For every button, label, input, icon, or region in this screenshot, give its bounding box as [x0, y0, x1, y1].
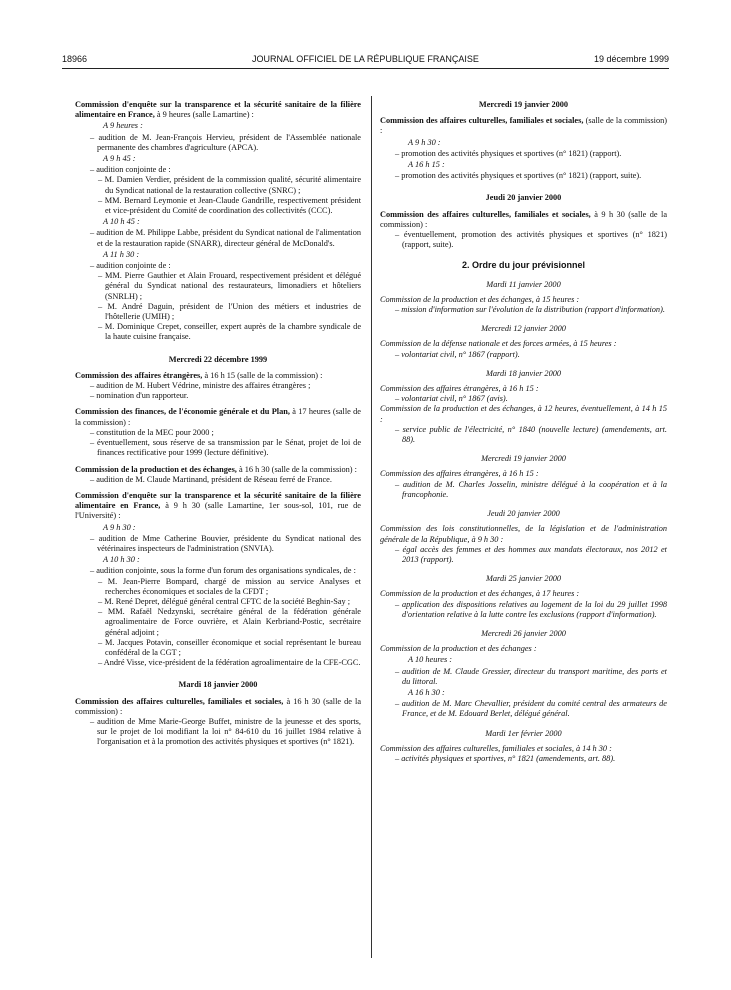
- header-rule: [62, 68, 669, 69]
- time-label: A 9 h 30 :: [103, 522, 136, 532]
- commission-name: Commission des finances, de l'économie générale et du Plan,: [75, 407, 290, 417]
- commission-entry: [75, 371, 361, 402]
- date-heading: Mardi 18 janvier 2000: [178, 680, 258, 690]
- date-heading: Jeudi 20 janvier 2000: [487, 509, 560, 519]
- time-label: A 10 h 45 :: [103, 217, 140, 227]
- agenda-item: – audition de M. Charles Josselin, ministre délégué à la coopération et à la francophonie.: [395, 479, 667, 499]
- commission-name: Commission des affaires culturelles, familiales et sociales,: [75, 696, 284, 706]
- commission-entry: [75, 697, 361, 748]
- date-heading: Mercredi 22 décembre 1999: [168, 354, 268, 364]
- agenda-item: – promotion des activités physiques et sportives (n° 1821) (rapport, suite).: [395, 171, 642, 181]
- agenda-item: – éventuellement, sous réserve de sa transmission par le Sénat, projet de loi de finances rectificative pour 1999 (lecture définitive).: [90, 438, 361, 458]
- date-heading: Mardi 18 janvier 2000: [485, 368, 562, 378]
- time-label: A 10 heures :: [408, 655, 453, 665]
- forecast-entry: [380, 469, 667, 500]
- date-heading: Mardi 11 janvier 2000: [486, 279, 561, 289]
- commission-name: Commission des affaires étrangères,: [75, 370, 203, 380]
- time-label: A 9 h 30 :: [408, 137, 441, 147]
- forecast-entry: [380, 339, 667, 359]
- agenda-item: – volontariat civil, n° 1867 (rapport).: [395, 349, 520, 359]
- time-label: A 10 h 30 :: [103, 555, 140, 565]
- commission-entry: [380, 210, 667, 251]
- agenda-subitem: – M. André Daguin, président de l'Union des métiers et industries de l'hôtellerie (UMIH) ;: [98, 301, 361, 322]
- commission-heading: Commission de la production et des échanges, à 15 heures :: [380, 294, 580, 304]
- agenda-subitem: – M. René Depret, délégué général central CFTC de la société Beghin-Say ;: [98, 596, 351, 606]
- date-heading: Mercredi 19 janvier 2000: [478, 100, 569, 109]
- commission-name: Commission de la production et des échanges,: [75, 464, 237, 474]
- agenda-item: – audition conjointe de :: [90, 261, 171, 271]
- agenda-item: – éventuellement, promotion des activités physiques et sportives (n° 1821) (rapport, suite).: [395, 230, 667, 250]
- agenda-item: – audition de M. Jean-François Hervieu, président de l'Assemblée nationale permanente des chambres d'agriculture (APCA).: [90, 132, 361, 152]
- agenda-item: – audition de M. Philippe Labbe, président du Syndicat national de l'alimentation et de la restauration rapide (SNARR), directeur général de McDonald's.: [90, 228, 361, 248]
- commission-time-place: à 16 h 30 (salle de la commission) :: [75, 696, 362, 716]
- commission-heading: [380, 210, 667, 230]
- commission-heading: Commission de la défense nationale et des forces armées, à 15 heures :: [380, 339, 617, 349]
- commission-heading: Commission de la production et des échanges, à 12 heures, éventuellement, à 14 h 15 :: [380, 404, 667, 424]
- commission-entry: [380, 116, 667, 181]
- date-heading: Mardi 25 janvier 2000: [485, 574, 562, 584]
- agenda-item: – audition de M. Marc Chevallier, président du comité central des armateurs de France, et de M. Edouard Berlet, délégué général.: [395, 699, 667, 719]
- agenda-item: – audition de Mme Catherine Bouvier, présidente du Syndicat national des vétérinaires inspecteurs de l'administration (SNVIA).: [90, 533, 361, 553]
- header-date: 19 décembre 1999: [593, 54, 669, 64]
- page-header: [62, 54, 669, 68]
- commission-heading: Commission de la production et des échanges, à 17 heures :: [380, 589, 580, 599]
- agenda-item: – service public de l'électricité, n° 1840 (nouvelle lecture) (amendements, art. 88).: [395, 424, 667, 445]
- commission-heading: [75, 697, 361, 717]
- left-column: [75, 100, 361, 754]
- agenda-item: – audition de M. Claude Gressier, directeur du transport maritime, des ports et du littoral.: [395, 666, 667, 686]
- commission-entry: [75, 465, 361, 485]
- agenda-item: – audition de Mme Marie-George Buffet, ministre de la jeunesse et des sports, sur le projet de loi modifiant la loi n° 84-610 du 16 juillet 1984 relative à l'organisation et à la promotion des activités physiques et sportives (n° 1821).: [90, 716, 361, 747]
- agenda-item: – audition conjointe de :: [90, 165, 171, 175]
- time-label: A 9 h 45 :: [103, 154, 136, 164]
- commission-time-place: à 17 heures (salle de la commission) :: [75, 407, 361, 427]
- commission-heading: Commission des affaires culturelles, familiales et sociales, à 14 h 30 :: [380, 743, 612, 753]
- agenda-subitem: – M. Dominique Crepet, conseiller, expert auprès de la chambre syndicale de la haute cuisine française.: [98, 322, 361, 342]
- agenda-item: – promotion des activités physiques et sportives (n° 1821) (rapport).: [395, 148, 622, 158]
- forecast-entry: [380, 644, 667, 719]
- section-title: 2. Ordre du jour prévisionnel: [461, 260, 586, 271]
- forecast-entry: [380, 384, 667, 445]
- commission-name: Commission des affaires culturelles, familiales et sociales,: [380, 209, 591, 219]
- time-label: A 16 h 15 :: [408, 160, 445, 170]
- commission-time-place: à 9 h 30 (salle Lamartine, 1er sous-sol, 101, rue de l'Université) :: [75, 501, 361, 521]
- commission-time-place: à 9 h 30 (salle de la commission) :: [380, 209, 667, 229]
- column-divider: [371, 96, 372, 958]
- time-label: A 11 h 30 :: [103, 249, 140, 259]
- date-heading: Mardi 1er février 2000: [485, 728, 562, 738]
- commission-entry: [75, 407, 361, 458]
- agenda-subitem: – M. Jacques Potavin, conseiller économique et social représentant le bureau confédéral de la CGT ;: [98, 637, 361, 657]
- forecast-entry: [380, 295, 667, 315]
- date-heading: Jeudi 20 janvier 2000: [485, 193, 562, 203]
- agenda-item: – audition conjointe, sous la forme d'un forum des organisations syndicales, de :: [90, 566, 356, 576]
- agenda-item: – mission d'information sur l'évolution de la distribution (rapport d'information).: [395, 305, 665, 315]
- commission-heading: [75, 371, 361, 381]
- commission-name: Commission des affaires culturelles, familiales et sociales,: [380, 116, 584, 126]
- right-column: [380, 100, 667, 770]
- commission-time-place: à 16 h 30 (salle de la commission) :: [238, 464, 357, 474]
- page-number: 18966: [62, 54, 88, 64]
- agenda-subitem: – MM. Pierre Gauthier et Alain Frouard, respectivement président et délégué général du Syndicat national des restaurateurs, limonadiers et hôteliers (SNRLH) ;: [98, 271, 361, 301]
- agenda-item: – application des dispositions relatives au logement de la loi du 29 juillet 1998 d'orientation relative à la lutte contre les exclusions (rapport d'information).: [395, 599, 667, 619]
- time-label: A 16 h 30 :: [408, 687, 445, 697]
- commission-heading: [75, 465, 361, 475]
- agenda-subitem: – MM. Rafaël Nedzynski, secrétaire général de la fédération générale agroalimentaire de Force ouvrière, et Alain Kerbriand-Postic, secrétaire général adjoint ;: [98, 607, 361, 637]
- agenda-item: – volontariat civil, n° 1867 (avis).: [395, 394, 508, 404]
- agenda-subitem: – M. Damien Verdier, président de la commission qualité, sécurité alimentaire du Syndicat national de la restauration collective (SNRC) ;: [98, 175, 361, 195]
- date-heading: Mercredi 12 janvier 2000: [481, 324, 566, 334]
- commission-heading: [75, 491, 361, 522]
- commission-heading: Commission de la production et des échanges :: [380, 644, 537, 654]
- forecast-entry: [380, 744, 667, 764]
- agenda-subitem: – M. Jean-Pierre Bompard, chargé de mission au service Analyses et recherches économiques et sociales de la CFDT ;: [98, 576, 361, 596]
- commission-entry: [75, 100, 361, 343]
- commission-heading: [75, 100, 361, 120]
- agenda-item: – audition de M. Claude Martinand, président de Réseau ferré de France.: [90, 474, 332, 484]
- time-label: A 9 heures :: [103, 121, 143, 131]
- commission-time-place: (salle de la commission) :: [380, 116, 667, 136]
- commission-time-place: à 16 h 15 (salle de la commission) :: [204, 370, 323, 380]
- forecast-entry: [380, 589, 667, 620]
- date-heading: Mercredi 19 janvier 2000: [481, 454, 566, 464]
- commission-heading: Commission des affaires étrangères, à 16 h 15 :: [380, 469, 539, 479]
- commission-heading: [380, 116, 667, 136]
- agenda-item: – égal accès des femmes et des hommes aux mandats électoraux, nos 2012 et 2013 (rapport).: [395, 544, 667, 564]
- agenda-subitem: – André Visse, vice-président de la fédération agroalimentaire de la CFE-CGC.: [98, 658, 361, 668]
- agenda-item: – nomination d'un rapporteur.: [90, 391, 189, 401]
- agenda-item: – activités physiques et sportives, n° 1821 (amendements, art. 88).: [395, 753, 616, 763]
- commission-heading: Commission des affaires étrangères, à 16 h 15 :: [380, 384, 539, 394]
- agenda-item: – audition de M. Hubert Védrine, ministre des affaires étrangères ;: [90, 381, 311, 391]
- forecast-entry: [380, 524, 667, 565]
- commission-name: Commission d'enquête sur la transparence et la sécurité sanitaire de la filière alimentaire en France,: [75, 490, 361, 511]
- commission-heading: Commission des lois constitutionnelles, de la législation et de l'administration générale de la République, à 9 h 30 :: [380, 524, 667, 544]
- date-heading: Mercredi 26 janvier 2000: [481, 628, 566, 638]
- journal-title: JOURNAL OFFICIEL DE LA RÉPUBLIQUE FRANÇAISE: [252, 54, 479, 64]
- agenda-item: – constitution de la MEC pour 2000 ;: [90, 427, 214, 437]
- commission-heading: [75, 407, 361, 427]
- commission-name: Commission d'enquête sur la transparence et la sécurité sanitaire de la filière alimentaire en France,: [75, 100, 361, 120]
- agenda-subitem: – MM. Bernard Leymonie et Jean-Claude Gandrille, respectivement président et vice-président du Comité de coordination des collectivités (CCC).: [98, 195, 361, 216]
- commission-time-place: à 9 heures (salle Lamartine) :: [156, 110, 254, 120]
- commission-entry: [75, 491, 361, 668]
